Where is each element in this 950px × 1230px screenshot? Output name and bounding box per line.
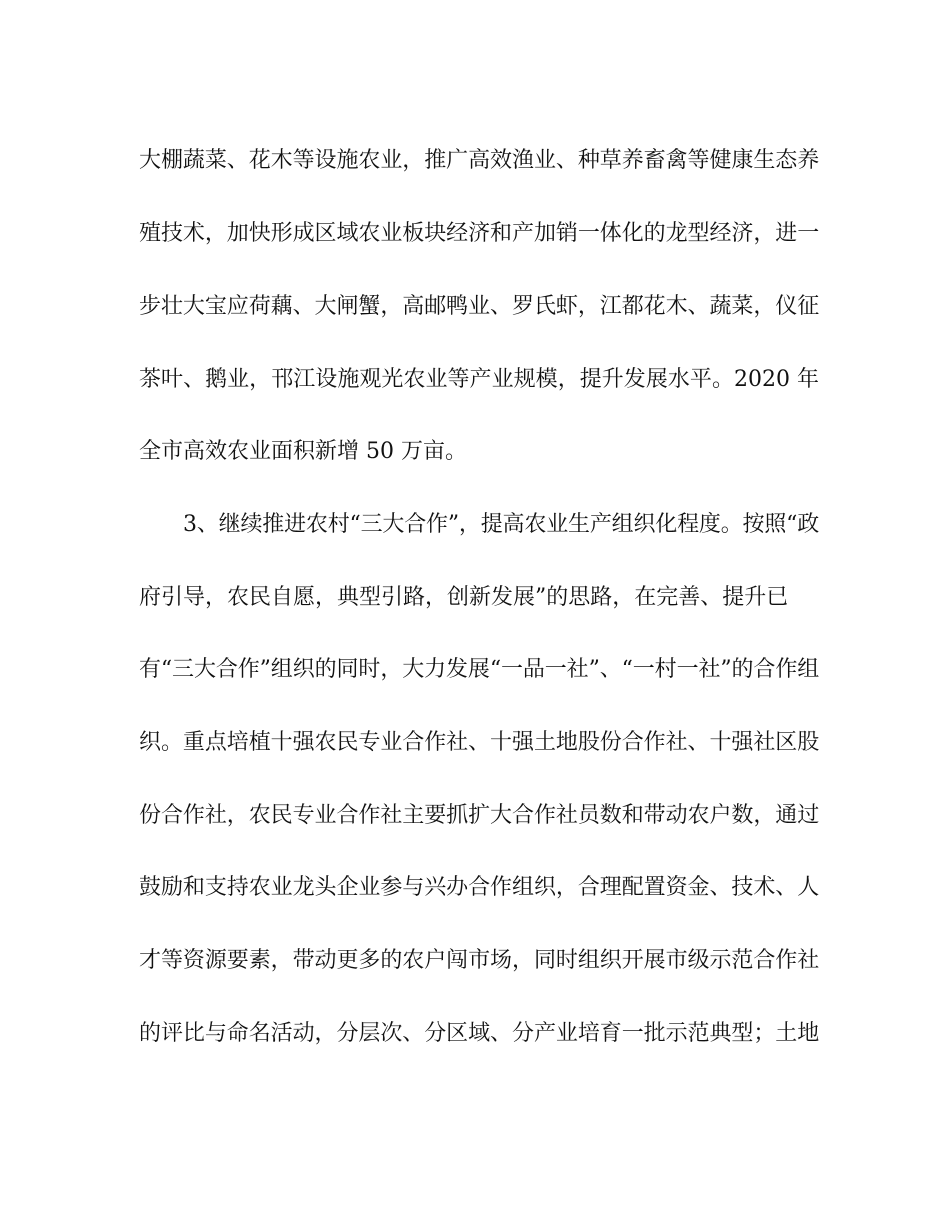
text-line: 茶叶、鹅业，邗江设施观光农业等产业规模，提升发展水平。2020 年: [139, 367, 819, 392]
text-line: 步壮大宝应荷藕、大闸蟹，高邮鸭业、罗氏虾，江都花木、蔬菜，仪征: [139, 294, 819, 319]
text-line: 份合作社，农民专业合作社主要抓扩大合作社员数和带动农户数，通过: [139, 803, 819, 828]
text-line: 殖技术，加快形成区域农业板块经济和产加销一体化的龙型经济，进一: [139, 221, 819, 246]
text-line: 全市高效农业面积新增 50 万亩。: [139, 439, 467, 464]
text-line: 才等资源要素，带动更多的农户闯市场，同时组织开展市级示范合作社: [139, 948, 819, 973]
text-line: 的评比与命名活动，分层次、分区域、分产业培育一批示范典型；土地: [139, 1021, 819, 1046]
text-line: 织。重点培植十强农民专业合作社、十强土地股份合作社、十强社区股: [139, 730, 819, 755]
text-line: 有“三大合作”组织的同时，大力发展“一品一社”、“一村一社”的合作组: [139, 657, 819, 682]
text-line: 3、继续推进农村“三大合作”，提高农业生产组织化程度。按照“政: [183, 512, 819, 537]
text-line: 大棚蔬菜、花木等设施农业，推广高效渔业、种草养畜禽等健康生态养: [139, 148, 819, 173]
text-line: 鼓励和支持农业龙头企业参与兴办合作组织，合理配置资金、技术、人: [139, 875, 819, 900]
text-line: 府引导，农民自愿，典型引路，创新发展”的思路，在完善、提升已: [139, 585, 789, 610]
